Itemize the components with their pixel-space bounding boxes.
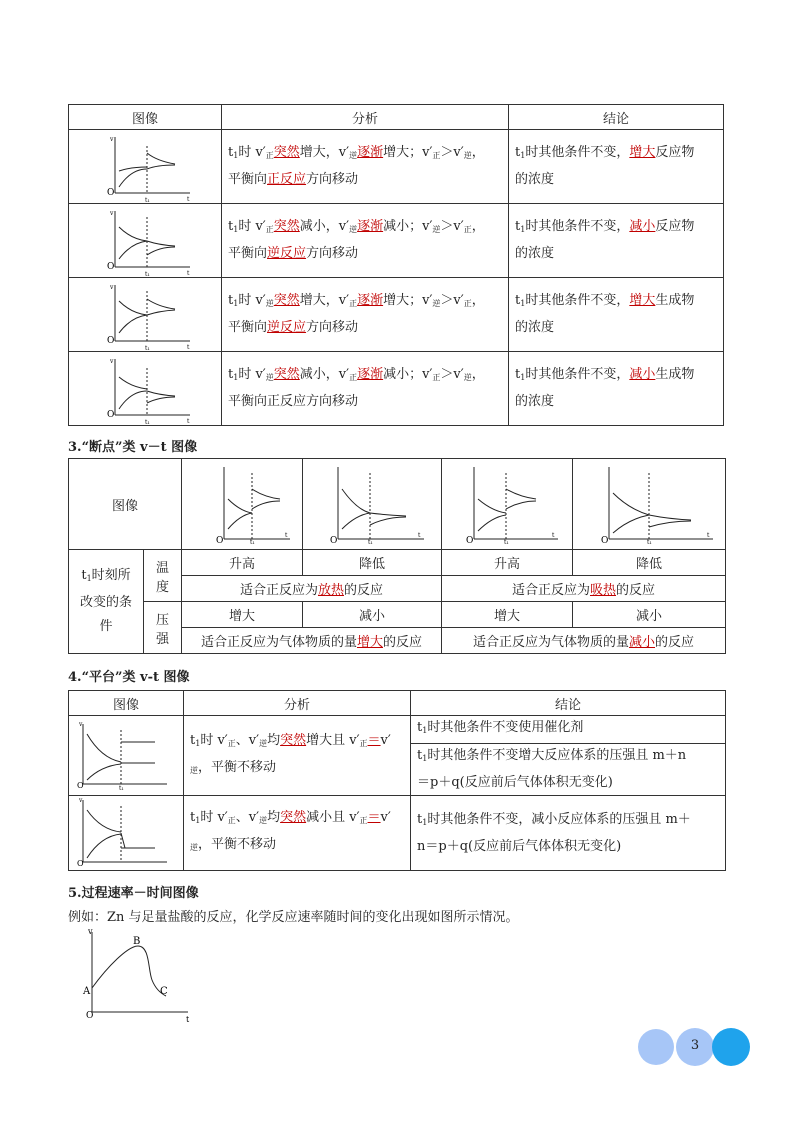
graph-cell — [69, 352, 222, 426]
graph-cell — [442, 459, 573, 550]
fig-point-a: A — [83, 986, 91, 997]
temp-label: 温度 — [144, 550, 182, 602]
table-row — [69, 352, 724, 426]
vt-graph-1 — [75, 131, 201, 204]
svg-text:v: v — [110, 135, 114, 143]
table-row — [69, 278, 724, 352]
fig-point-c: C — [160, 986, 168, 997]
bp-graph-4 — [579, 459, 719, 545]
press-note-1: 适合正反应为气体物质的量增大的反应 — [182, 628, 442, 654]
platform-graph-1 — [75, 720, 171, 792]
svg-text:v: v — [79, 797, 83, 804]
conclusion-cell: $t_1$时其他条件不变，减小反应物 的浓度 — [509, 204, 724, 278]
col-header-image: 图像 — [69, 105, 222, 130]
svg-text:t: t — [187, 195, 190, 203]
svg-text:t: t — [707, 532, 710, 539]
col-header-conclusion: 结论 — [509, 105, 724, 130]
page-number: 3 — [690, 1038, 700, 1053]
platform-graph-2 — [75, 796, 171, 866]
fig-axis-t: t — [186, 1015, 190, 1024]
badge-circle-right — [712, 1028, 750, 1066]
analysis-cell: $t_1$时 $v'_逆$突然增大，$v'_正$逐渐增大；$v'_逆>v'_正$， 平衡向逆反应方向移动 — [222, 278, 509, 352]
svg-text:t₁: t₁ — [145, 270, 150, 278]
svg-text:t₁: t₁ — [145, 418, 150, 426]
table-row — [69, 130, 724, 204]
vt-graph-4 — [75, 353, 201, 426]
conclusion-cell: $t_1$时其他条件不变，减小反应体系的压强且 m＋ n＝p＋q(反应前后气体体积无变化) — [411, 796, 726, 871]
row-header-image: 图像 — [69, 459, 182, 550]
table-row — [69, 602, 726, 628]
conclusion-cell: $t_1$时其他条件不变，减小生成物 的浓度 — [509, 352, 724, 426]
svg-text:O: O — [107, 261, 115, 272]
svg-text:t₁: t₁ — [368, 539, 373, 546]
svg-text:t: t — [187, 343, 190, 351]
graph-cell — [573, 459, 726, 550]
analysis-cell: $t_1$时 $v'_正$突然减小，$v'_逆$逐渐减小；$v'_逆>v'_正$， 平衡向逆反应方向移动 — [222, 204, 509, 278]
graph-cell — [182, 459, 303, 550]
svg-text:v: v — [79, 720, 83, 728]
rate-time-figure — [78, 926, 198, 1022]
press-value: 减小 — [573, 602, 726, 628]
svg-text:v: v — [110, 283, 114, 291]
temp-value: 升高 — [182, 550, 303, 576]
svg-text:O: O — [77, 859, 84, 868]
example-text: 例如：Zn 与足量盐酸的反应，化学反应速率随时间的变化出现如图所示情况。 — [68, 910, 519, 925]
press-value: 减小 — [303, 602, 442, 628]
graph-cell — [69, 278, 222, 352]
svg-text:t: t — [187, 269, 190, 277]
temp-note-2: 适合正反应为吸热的反应 — [442, 576, 726, 602]
svg-text:t₁: t₁ — [647, 539, 652, 546]
svg-text:O: O — [107, 187, 115, 198]
temp-note-1: 适合正反应为放热的反应 — [182, 576, 442, 602]
conclusion-cell: $t_1$时其他条件不变，增大反应物 的浓度 — [509, 130, 724, 204]
table-platform — [68, 690, 726, 871]
analysis-cell: $t_1$时 $v'_逆$突然减小，$v'_正$逐渐减小；$v'_正>v'_逆$， 平衡向正反应方向移动 — [222, 352, 509, 426]
col-header-image: 图像 — [69, 691, 184, 716]
temp-value: 降低 — [573, 550, 726, 576]
bp-graph-1 — [190, 459, 294, 545]
graph-cell — [69, 716, 184, 796]
table-row — [69, 550, 726, 576]
svg-text:t₁: t₁ — [250, 539, 255, 546]
svg-text:t: t — [187, 417, 190, 425]
svg-text:O: O — [107, 409, 115, 420]
condition-label: $t_1$时刻所改变的条件 — [69, 550, 144, 654]
bp-graph-2 — [312, 459, 432, 545]
temp-value: 升高 — [442, 550, 573, 576]
badge-circle-left — [638, 1029, 674, 1065]
svg-text:t: t — [285, 532, 288, 539]
svg-text:t₁: t₁ — [119, 784, 124, 792]
svg-text:v: v — [110, 357, 114, 365]
graph-cell — [69, 130, 222, 204]
graph-cell — [69, 796, 184, 871]
svg-text:t: t — [552, 532, 555, 539]
table-header-row — [69, 105, 724, 130]
page-number-badge — [638, 1028, 750, 1066]
table-row — [69, 459, 726, 550]
table-concentration — [68, 104, 724, 426]
fig-point-b: B — [133, 936, 141, 947]
graph-cell — [303, 459, 442, 550]
conclusion-cell: $t_1$时其他条件不变，增大生成物 的浓度 — [509, 278, 724, 352]
section-heading-5: 5.过程速率－时间图像 — [68, 886, 199, 901]
press-note-2: 适合正反应为气体物质的量减小的反应 — [442, 628, 726, 654]
fig-origin: O — [86, 1011, 94, 1021]
section-heading-4: 4.“平台”类 v-t 图像 — [68, 670, 190, 685]
svg-text:v: v — [110, 209, 114, 217]
section-heading-3: 3.“断点”类 v－t 图像 — [68, 440, 198, 455]
table-header-row — [69, 691, 726, 716]
vt-graph-2 — [75, 205, 201, 278]
table-row — [69, 796, 726, 871]
press-label: 压强 — [144, 602, 182, 654]
svg-text:O: O — [330, 536, 338, 546]
press-value: 增大 — [442, 602, 573, 628]
vt-graph-3 — [75, 279, 201, 352]
graph-cell — [69, 204, 222, 278]
svg-text:O: O — [601, 536, 609, 546]
temp-value: 降低 — [303, 550, 442, 576]
table-row — [69, 716, 726, 744]
svg-text:t₁: t₁ — [145, 196, 150, 204]
press-value: 增大 — [182, 602, 303, 628]
analysis-cell: $t_1$时 $v'_正$、$v'_逆$均突然减小且 $v'_正=v'_逆$，平衡不移动 — [184, 796, 411, 871]
svg-text:O: O — [466, 536, 474, 546]
col-header-analysis: 分析 — [222, 105, 509, 130]
conclusion-cell: $t_1$时其他条件不变增大反应体系的压强且 m＋n ＝p＋q(反应前后气体体积无变化) — [411, 744, 726, 796]
svg-text:O: O — [107, 335, 115, 346]
analysis-cell: $t_1$时 $v'_正$、$v'_逆$均突然增大且 $v'_正=v'_逆$，平衡不移动 — [184, 716, 411, 796]
conclusion-cell: $t_1$时其他条件不变使用催化剂 — [411, 716, 726, 744]
analysis-cell: $t_1$时 $v'_正$突然增大，$v'_逆$逐渐增大；$v'_正>v'_逆$， 平衡向正反应方向移动 — [222, 130, 509, 204]
svg-text:t₁: t₁ — [504, 539, 509, 546]
table-breakpoint — [68, 458, 726, 654]
svg-text:t: t — [418, 532, 421, 539]
svg-text:O: O — [216, 536, 224, 546]
bp-graph-3 — [450, 459, 564, 545]
col-header-analysis: 分析 — [184, 691, 411, 716]
table-row — [69, 204, 724, 278]
col-header-conclusion: 结论 — [411, 691, 726, 716]
fig-axis-v: v — [88, 927, 93, 936]
svg-text:O: O — [77, 780, 84, 790]
svg-text:t₁: t₁ — [145, 344, 150, 352]
